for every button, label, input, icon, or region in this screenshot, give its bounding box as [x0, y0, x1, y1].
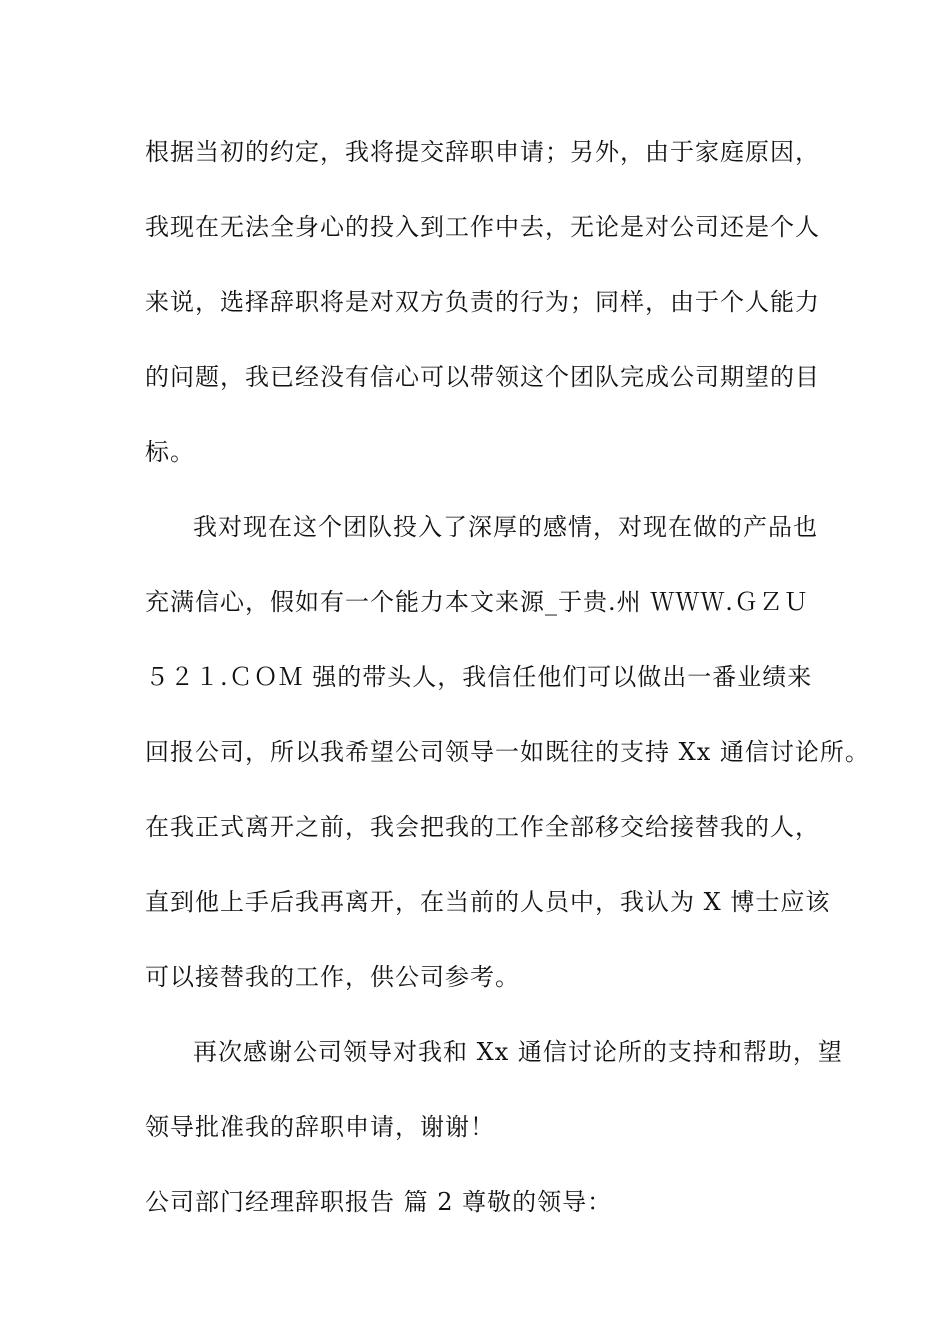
section-heading: 公司部门经理辞职报告 篇 2 尊敬的领导： — [145, 1188, 613, 1216]
text-line: 我对现在这个团队投入了深厚的感情，对现在做的产品也 — [193, 513, 818, 541]
text-line: 在我正式离开之前，我会把我的工作全部移交给接替我的人， — [145, 813, 820, 841]
text-line: 再次感谢公司领导对我和 Xx 通信讨论所的支持和帮助，望 — [193, 1038, 843, 1066]
text-line: ５２１.ＣＯＭ 强的带头人，我信任他们可以做出一番业绩来 — [145, 663, 813, 691]
text-line: 标。 — [145, 438, 195, 466]
text-line: 的问题，我已经没有信心可以带领这个团队完成公司期望的目 — [145, 363, 820, 391]
text-line: 直到他上手后我再离开，在当前的人员中，我认为 X 博士应该 — [145, 888, 831, 916]
text-line: 来说，选择辞职将是对双方负责的行为；同样，由于个人能力 — [145, 288, 820, 316]
text-line: 领导批准我的辞职申请，谢谢！ — [145, 1113, 495, 1141]
text-line: 根据当初的约定，我将提交辞职申请；另外，由于家庭原因， — [145, 138, 820, 166]
text-line: 充满信心，假如有一个能力本文来源_于贵.州 ＷＷＷ.ＧＺＵ — [145, 588, 809, 616]
text-line: 回报公司，所以我希望公司领导一如既往的支持 Xx 通信讨论所。 — [145, 738, 870, 766]
text-line: 可以接替我的工作，供公司参考。 — [145, 963, 520, 991]
text-line: 我现在无法全身心的投入到工作中去，无论是对公司还是个人 — [145, 213, 820, 241]
